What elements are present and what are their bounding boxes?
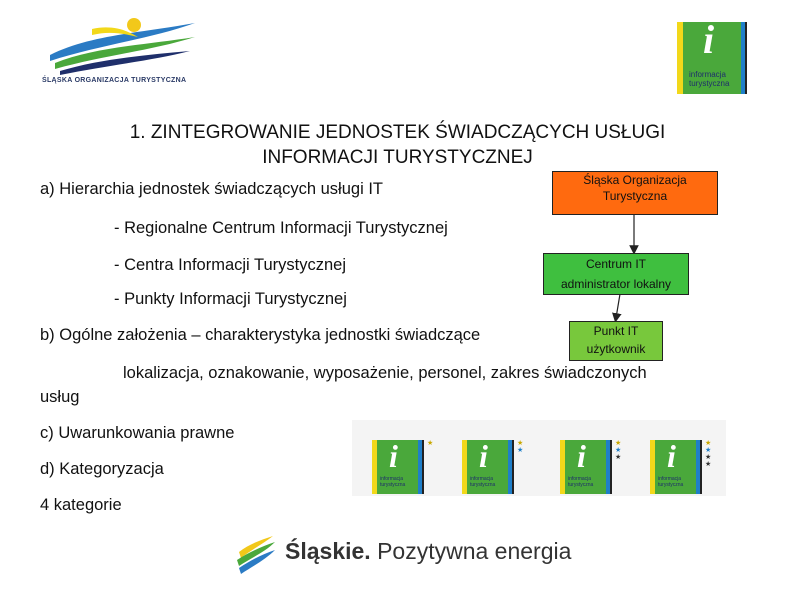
page-title: [40, 120, 755, 170]
star-icon: ★: [705, 440, 712, 447]
star-icon: ★: [705, 447, 712, 454]
category-logos-strip: [352, 420, 726, 496]
it-logo: [677, 17, 747, 94]
section-d-detail: 4 kategorie: [40, 496, 122, 514]
org-logo-swoosh-icon: [30, 15, 200, 77]
star-icon: ★: [705, 454, 712, 461]
category-logo-3: [560, 438, 622, 494]
star-icon: ★: [615, 440, 622, 447]
category-logo-letter: i: [577, 438, 586, 474]
org-box: Śląska Organizacja Turystyczna: [552, 171, 718, 215]
section-b-detail: lokalizacja, oznakowanie, wyposażenie, personel, zakres świadczonych: [123, 364, 647, 382]
category-logo-label: informacja turystyczna: [568, 476, 594, 488]
category-logo-2: [462, 438, 524, 494]
section-c-heading: c) Uwarunkowania prawne: [40, 424, 235, 442]
section-d-heading: d) Kategoryzacja: [40, 460, 164, 478]
cit-box: Centrum IT administrator lokalny: [543, 253, 689, 295]
star-icon: ★: [517, 440, 524, 447]
section-b-heading: b) Ogólne założenia – charakterystyka jednostki świadczące: [40, 326, 481, 344]
slaskie-swoosh-icon: [235, 532, 279, 574]
title-line-1: 1. ZINTEGROWANIE JEDNOSTEK ŚWIADCZĄCYCH USŁUGI: [129, 122, 666, 143]
pit-box: Punkt IT użytkownik: [569, 321, 663, 361]
org-logo-text: ŚLĄSKA ORGANIZACJA TURYSTYCZNA: [42, 77, 187, 84]
arrow-cit-to-pit: [616, 294, 620, 318]
footer-brand-text: Śląskie. Pozytywna energia: [285, 538, 572, 564]
star-icon: ★: [705, 461, 712, 468]
star-icon: ★: [615, 454, 622, 461]
star-icon: ★: [615, 447, 622, 454]
section-b-detail-cont: usług: [40, 388, 80, 406]
it-logo-label: informacja turystyczna: [689, 70, 730, 88]
section-a-item-2: - Centra Informacji Turystycznej: [114, 256, 346, 274]
section-a-item-3: - Punkty Informacji Turystycznej: [114, 290, 347, 308]
category-logo-label: informacja turystyczna: [470, 476, 496, 488]
org-logo: [30, 15, 200, 95]
title-line-2: INFORMACJI TURYSTYCZNEJ: [262, 147, 533, 168]
footer-brand: [235, 532, 572, 574]
category-logo-letter: i: [389, 438, 398, 474]
category-logo-label: informacja turystyczna: [380, 476, 406, 488]
category-logo-label: informacja turystyczna: [658, 476, 684, 488]
section-a-heading: a) Hierarchia jednostek świadczących usługi IT: [40, 180, 383, 198]
category-logo-1: [372, 438, 434, 494]
star-icon: ★: [427, 440, 434, 447]
category-logo-4: [650, 438, 712, 494]
category-logo-letter: i: [667, 438, 676, 474]
section-a-item-1: - Regionalne Centrum Informacji Turystycznej: [114, 219, 448, 237]
category-logo-letter: i: [479, 438, 488, 474]
it-logo-letter: i: [703, 17, 715, 62]
star-icon: ★: [517, 447, 524, 454]
